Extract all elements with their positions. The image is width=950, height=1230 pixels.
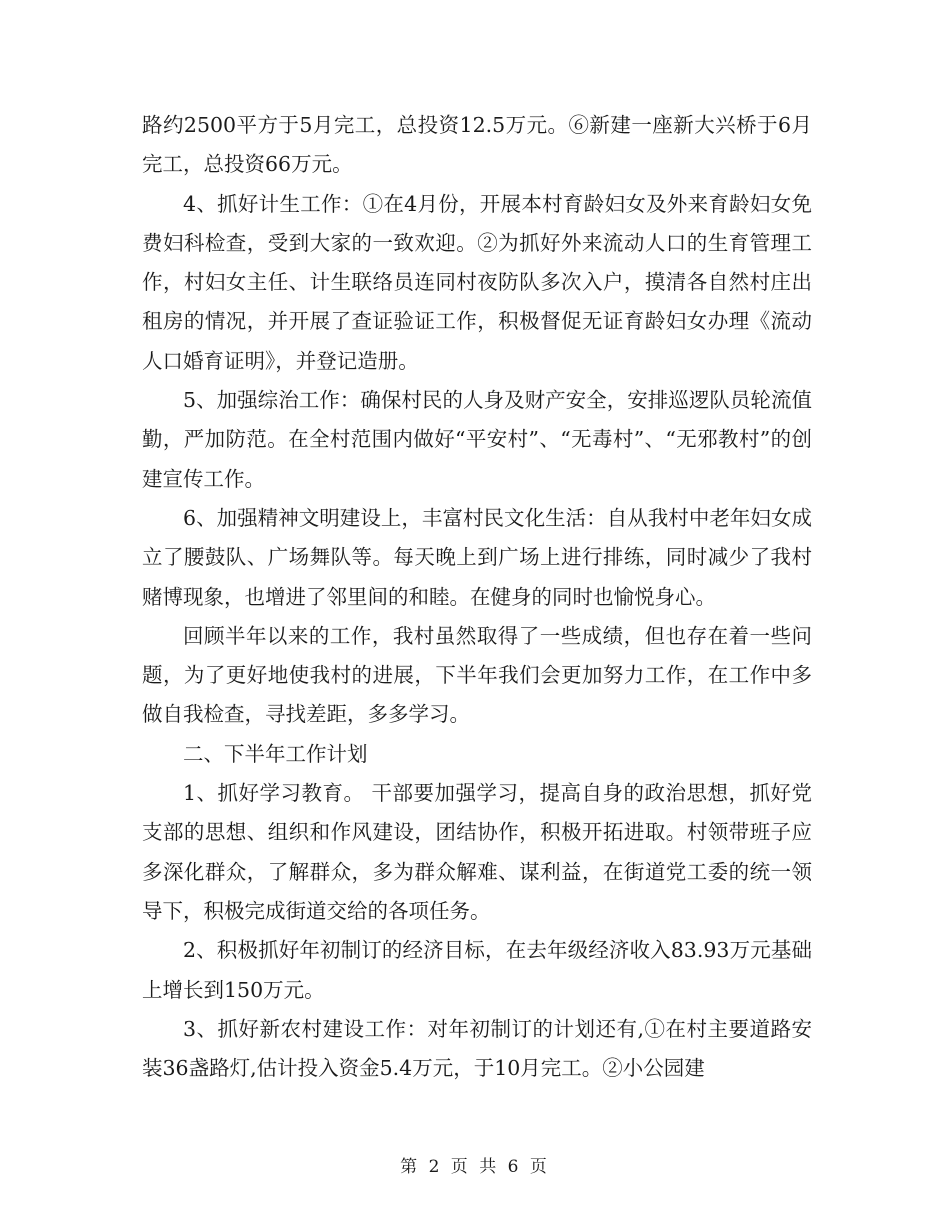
document-body [142,106,812,1088]
paragraph-new-village: 3、抓好新农村建设工作：对年初制订的计划还有,①在村主要道路安装36盏路灯,估计投入资金5.4万元，于10月完工。②小公园建 [142,1016,812,1081]
paragraph-spiritual-civilization: 6、加强精神文明建设上，丰富村民文化生活：自从我村中老年妇女成立了腰鼓队、广场舞队等。每天晚上到广场上进行排练，同时减少了我村赌博现象，也增进了邻里间的和睦。在健身的同时也愉悦身心。 [142,505,812,609]
paragraph-public-security: 5、加强综治工作：确保村民的人身及财产安全，安排巡逻队员轮流值勤，严加防范。在全村范围内做好“平安村”、“无毒村”、“无邪教村”的创建宣传工作。 [142,388,812,491]
paragraph-review: 回顾半年以来的工作，我村虽然取得了一些成绩，但也存在着一些问题，为了更好地使我村的进展，下半年我们会更加努力工作，在工作中多做自我检查，寻找差距，多多学习。 [142,623,812,727]
paragraph-family-planning: 4、抓好计生工作：①在4月份，开展本村育龄妇女及外来育龄妇女免费妇科检查，受到大家的一致欢迎。②为抓好外来流动人口的生育管理工作，村妇女主任、计生联络员连同村夜防队多次入户，摸清各自然村庄出租房的情况，并开展了查证验证工作，积极督促无证育龄妇女办理《流动人口婚育证明》，并登记造册。 [142,191,812,373]
paragraph-economic-target: 2、积极抓好年初制订的经济目标，在去年级经济收入83.93万元基础上增长到150万元。 [142,938,812,1002]
paragraph-continuation: 路约2500平方于5月完工，总投资12.5万元。⑥新建一座新大兴桥于6月完工，总投资66万元。 [142,113,812,177]
section-heading-second-half-plan: 二、下半年工作计划 [183,741,368,766]
page-number-footer: 第 2 页 共 6 页 [400,1157,550,1177]
paragraph-study-education: 1、抓好学习教育。 干部要加强学习，提高自身的政治思想，抓好党支部的思想、组织和作风建设，团结协作，积极开拓进取。村领带班子应多深化群众，了解群众，多为群众解难、谋利益，在街道党工委的统一领导下，积极完成街道交给的各项任务。 [142,781,812,923]
